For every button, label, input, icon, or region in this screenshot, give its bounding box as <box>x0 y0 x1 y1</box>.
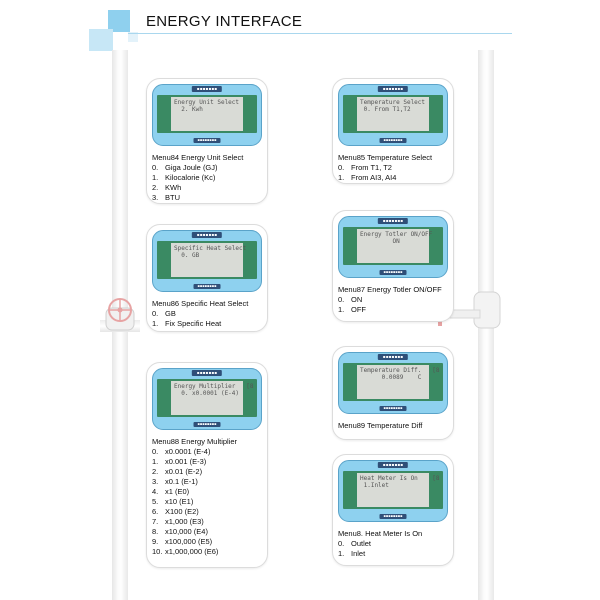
lcd-display <box>338 84 448 146</box>
lcd-screen: Energy Unit Select 2. Kwh <box>171 97 243 131</box>
lcd-display <box>338 352 448 414</box>
page-title: ENERGY INTERFACE <box>146 13 303 30</box>
menu-option: 7. x1,000 (E3) <box>152 517 204 526</box>
menu-option: 0. Outlet <box>338 539 372 548</box>
menu-option: 9. x100,000 (E5) <box>152 537 213 546</box>
header-rule <box>128 33 512 34</box>
menu-title: Menu8. Heat Meter Is On <box>338 529 423 538</box>
menu-description <box>152 153 263 203</box>
menu-title: Menu84 Energy Unit Select <box>152 153 244 162</box>
menu-option: 0. GB <box>152 309 176 318</box>
menu85-card <box>332 78 454 184</box>
display-brand-label: ▪▪▪▪▪▪▪ <box>378 218 408 224</box>
menu-option: 1. OFF <box>338 305 366 314</box>
menu-option: 1. x0.001 (E-3) <box>152 457 207 466</box>
lcd-screen: Temperature Diff. [8 0.0089 C <box>357 365 429 399</box>
menu-option: 3. x0.1 (E-1) <box>152 477 198 486</box>
display-brand-label: ▪▪▪▪▪▪▪ <box>378 354 408 360</box>
menu-option: 10. x1,000,000 (E6) <box>152 547 219 556</box>
lcd-display <box>338 460 448 522</box>
menu-option: 2. x0.01 (E-2) <box>152 467 203 476</box>
menu-option: 1. Inlet <box>338 549 366 558</box>
lcd-display <box>152 84 262 146</box>
display-model-label: ▪▪▪▪▪▪▪▪ <box>380 138 407 143</box>
menu-option: 2. KWh <box>152 183 182 192</box>
menu-option: 1. Kilocalorie (Kc) <box>152 173 216 182</box>
menu-option: 0. From T1, T2 <box>338 163 392 172</box>
menu-option: 3. BTU <box>152 193 180 202</box>
lcd-screen: Energy Multiplier [8 0. x0.0001 (E-4) <box>171 381 243 415</box>
menu-option: 0. Giga Joule (GJ) <box>152 163 218 172</box>
menu-option: 4. x1 (E0) <box>152 487 190 496</box>
left-valve-icon <box>100 290 140 340</box>
menu-option: 1. Fix Specific Heat <box>152 319 222 328</box>
menu-description <box>338 421 449 431</box>
menu-title: Menu86 Specific Heat Select <box>152 299 249 308</box>
display-brand-label: ▪▪▪▪▪▪▪ <box>192 370 222 376</box>
display-model-label: ▪▪▪▪▪▪▪▪ <box>380 514 407 519</box>
menu-option: 0. x0.0001 (E-4) <box>152 447 211 456</box>
display-brand-label: ▪▪▪▪▪▪▪ <box>378 462 408 468</box>
lcd-screen: Temperature Select 0. From T1,T2 <box>357 97 429 131</box>
lcd-display <box>152 368 262 430</box>
menu89-card <box>332 346 454 440</box>
menu-description <box>338 153 449 183</box>
menu8-card <box>332 454 454 566</box>
lcd-display <box>338 216 448 278</box>
menu-description <box>152 299 263 329</box>
menu-option: 1. From AI3, AI4 <box>338 173 397 182</box>
menu-title: Menu88 Energy Multiplier <box>152 437 238 446</box>
display-brand-label: ▪▪▪▪▪▪▪ <box>378 86 408 92</box>
display-model-label: ▪▪▪▪▪▪▪▪ <box>194 138 221 143</box>
menu-option: 0. ON <box>338 295 363 304</box>
display-brand-label: ▪▪▪▪▪▪▪ <box>192 86 222 92</box>
display-model-label: ▪▪▪▪▪▪▪▪ <box>380 270 407 275</box>
menu-title: Menu89 Temperature Diff <box>338 421 423 430</box>
menu-option: 5. x10 (E1) <box>152 497 194 506</box>
display-model-label: ▪▪▪▪▪▪▪▪ <box>380 406 407 411</box>
menu-option: 8. x10,000 (E4) <box>152 527 208 536</box>
display-brand-label: ▪▪▪▪▪▪▪ <box>192 232 222 238</box>
lcd-screen: Heat Meter Is On [8 1.Inlet <box>357 473 429 507</box>
menu87-card <box>332 210 454 322</box>
display-model-label: ▪▪▪▪▪▪▪▪ <box>194 422 221 427</box>
menu-description <box>338 529 449 559</box>
menu-title: Menu87 Energy Totler ON/OFF <box>338 285 442 294</box>
menu88-card <box>146 362 268 568</box>
lcd-display <box>152 230 262 292</box>
header-accent-square-light <box>89 29 113 51</box>
menu-description <box>152 437 263 557</box>
lcd-screen: Energy Totler ON/OFF ON <box>357 229 429 263</box>
menu86-card <box>146 224 268 332</box>
menu-title: Menu85 Temperature Select <box>338 153 433 162</box>
lcd-screen: Specific Heat Select 0. GB <box>171 243 243 277</box>
menu-description <box>338 285 449 315</box>
display-model-label: ▪▪▪▪▪▪▪▪ <box>194 284 221 289</box>
menu84-card <box>146 78 268 204</box>
menu-option: 6. X100 (E2) <box>152 507 199 516</box>
